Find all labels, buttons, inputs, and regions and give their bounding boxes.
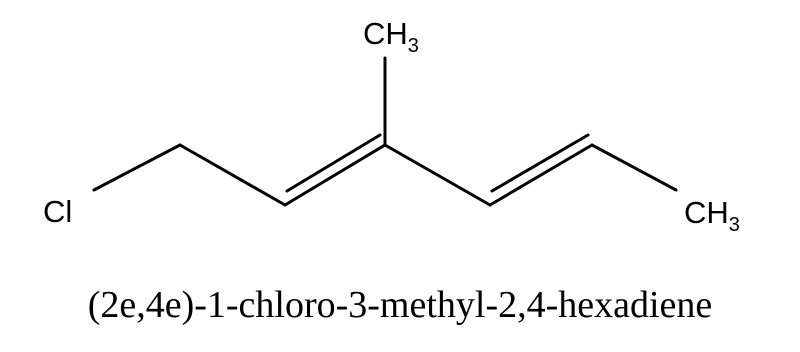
bond-c4-c5-a [490,145,592,205]
methyl-right-label [684,195,740,236]
methyl-top-subscript: 3 [407,35,419,57]
bond-c2-c3-b [287,135,380,191]
methyl-right-subscript: 3 [728,214,740,236]
methyl-top-main: CH [363,16,408,51]
bond-c3-c4 [385,145,490,205]
methyl-right-main: CH [684,195,729,230]
bond-c4-c5-b [492,135,588,191]
bond-cl-c1 [94,145,180,190]
bond-c5-c6 [592,145,676,190]
chlorine-atom-label: Cl [43,194,73,229]
bond-c2-c3-a [285,145,385,205]
bond-c1-c2 [180,145,285,205]
compound-name-caption: (2e,4e)-1-chloro-3-methyl-2,4-hexadiene [87,284,713,326]
methyl-top-label [363,16,419,57]
